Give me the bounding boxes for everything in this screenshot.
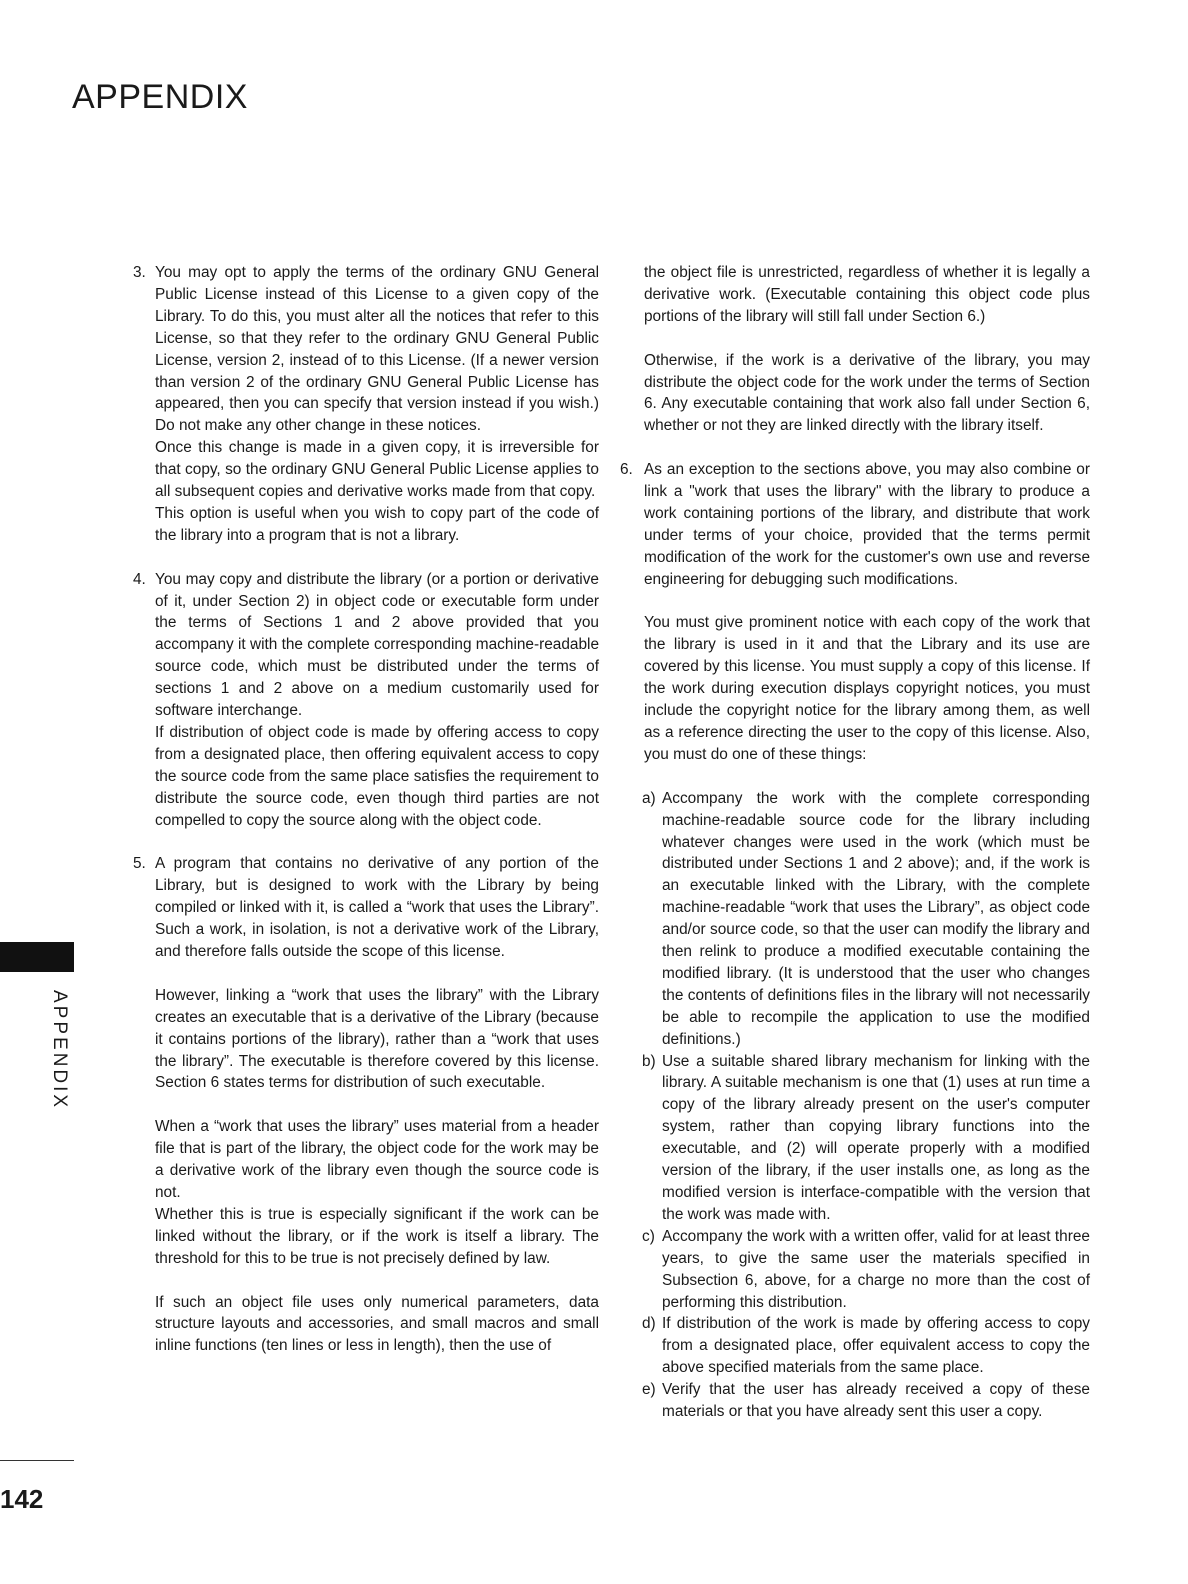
section-4 bbox=[133, 569, 599, 832]
list-text: Use a suitable shared library mechanism for linking with the library. A suitable mechanism is one that (1) uses at run time a copy of the library already present on the user's computer system, rather than copying library functions into the executable, and (2) will operate properly with a modified version of the library, if the user installs one, as long as the modified version is interface-compatible with the version that the work was made with. bbox=[662, 1052, 1090, 1223]
list-text: Accompany the work with the complete corresponding machine-readable source code for the library including whatever changes were used in the work (which must be distributed under Sections 1 and 2 above); and, if the work is an executable linked with the Library, with the complete machine-readable “work that uses the Library”, as object code and/or source code, so that the user can modify the library and then relink to produce a modified executable containing the modified library. (It is understood that the user who changes the contents of definitions files in the library will not necessarily be able to recompile the application to use the modified definitions.) bbox=[662, 789, 1090, 1048]
paragraph: However, linking a “work that uses the library” with the Library creates an executable that is a derivative of the Library (because it contains portions of the library), rather than a “work that uses the library”. The executable is therefore covered by this license. Section 6 states terms for distribution of such executable. bbox=[155, 986, 599, 1092]
list-item bbox=[642, 788, 1090, 1051]
list-text: Verify that the user has already received a copy of these materials or that you have already sent this user a copy. bbox=[662, 1381, 1090, 1421]
section-body bbox=[155, 853, 599, 963]
paragraph: You must give prominent notice with each copy of the work that the library is used in it and that the Library and its use are covered by this license. You must supply a copy of this license. If the work during execution displays copyright notices, you must include the copyright notice for the library among them, as well as a reference directing the user to the copy of this license. Also, you must do one of these things: bbox=[644, 614, 1090, 763]
list-letter: e) bbox=[642, 1381, 656, 1399]
paragraph: A program that contains no derivative of any portion of the Library, but is designed to work with the Library by being compiled or linked with it, is called a “work that uses the Library”. Such a work, in isolation, is not a derivative work of the Library, and therefore falls outside the scope of this license. bbox=[155, 855, 599, 961]
list-text: If distribution of the work is made by offering access to copy from a designated place, offer equivalent access to copy the above specified materials from the same place. bbox=[662, 1315, 1090, 1377]
section-number: 4. bbox=[133, 570, 146, 588]
paragraph: You may copy and distribute the library (or a portion or derivative of it, under Section 2) in object code or executable form under the terms of Sections 1 and 2 above provided that you accompany it with the complete corresponding machine-readable source code, which must be distributed under the terms of sections 1 and 2 above on a medium customarily used for software interchange. bbox=[155, 570, 600, 720]
section-body bbox=[644, 459, 1090, 590]
paragraph: the object file is unrestricted, regardless of whether it is legally a derivative work. (Executable containing this object code plus portions of the library will still fall under Section 6.) bbox=[644, 264, 1090, 325]
section-number: 5. bbox=[133, 855, 146, 873]
paragraph: This option is useful when you wish to copy part of the code of the library into a program that is not a library. bbox=[155, 504, 599, 544]
paragraph: You may opt to apply the terms of the ordinary GNU General Public License instead of this License to a given copy of the Library. To do this, you must alter all the notices that refer to this License, so that they refer to the ordinary GNU General Public License, version 2, instead of to this License. (If a newer version than version 2 of the ordinary GNU General Public License has appeared, then you can specify that version instead if you wish.) Do not make any other change in these notices. bbox=[155, 264, 599, 435]
paragraph: Once this change is made in a given copy, it is irreversible for that copy, so the ordinary GNU General Public License applies to all subsequent copies and derivative works made from that copy. bbox=[155, 439, 599, 501]
list-item bbox=[642, 1051, 1090, 1226]
paragraph: Whether this is true is especially significant if the work can be linked without the library, or if the work is itself a library. The threshold for this to be true is not precisely defined by law. bbox=[155, 1205, 599, 1267]
section-5 bbox=[133, 853, 599, 963]
list-item bbox=[642, 1313, 1090, 1379]
section-number: 6. bbox=[620, 461, 633, 479]
side-tab-label: APPENDIX bbox=[49, 990, 70, 1111]
list-letter: c) bbox=[642, 1227, 655, 1245]
section-tab-marker bbox=[0, 942, 74, 972]
list-letter: b) bbox=[642, 1052, 656, 1070]
list-item bbox=[642, 1379, 1090, 1423]
page-title: APPENDIX bbox=[72, 78, 248, 116]
section-number: 3. bbox=[133, 264, 146, 281]
right-column bbox=[620, 262, 1090, 1423]
paragraph: If distribution of object code is made by offering access to copy from a designated place, then offering equivalent access to copy the source code from the same place satisfies the requirement to distribute the source code, even though third parties are not compelled to copy the source along with the object code. bbox=[155, 724, 599, 829]
list-letter: d) bbox=[642, 1315, 656, 1333]
list-letter: a) bbox=[642, 789, 656, 807]
footer-divider bbox=[0, 1460, 74, 1461]
section-3 bbox=[133, 262, 599, 547]
page-number: 142 bbox=[0, 1484, 44, 1514]
section-6 bbox=[620, 459, 1090, 590]
paragraph: Otherwise, if the work is a derivative of the library, you may distribute the object code for the work under the terms of Section 6. Any executable containing that work also fall under Section 6, whether or not they are linked directly with the library itself. bbox=[644, 351, 1090, 435]
paragraph: When a “work that uses the library” uses material from a header file that is part of the library, the object code for the work may be a derivative work of the library even though the source code is not. bbox=[155, 1118, 599, 1201]
section-body bbox=[155, 569, 599, 832]
list-text: Accompany the work with a written offer, valid for at least three years, to give the same user the materials specified in Subsection 6, above, for a charge no more than the cost of performing this distribution. bbox=[662, 1227, 1090, 1311]
paragraph: If such an object file uses only numerical parameters, data structure layouts and accessories, and small macros and small inline functions (ten lines or less in length), then the use of bbox=[155, 1293, 599, 1355]
paragraph: As an exception to the sections above, you may also combine or link a "work that uses the library" with the library to produce a work containing portions of the library, and distribute that work under terms of your choice, provided that the terms permit modification of the work for the customer's own use and reverse engineering for debugging such modifications. bbox=[644, 461, 1090, 588]
requirement-list bbox=[620, 788, 1090, 1423]
section-body bbox=[155, 262, 599, 547]
list-item bbox=[642, 1226, 1090, 1314]
left-column bbox=[133, 262, 599, 1357]
